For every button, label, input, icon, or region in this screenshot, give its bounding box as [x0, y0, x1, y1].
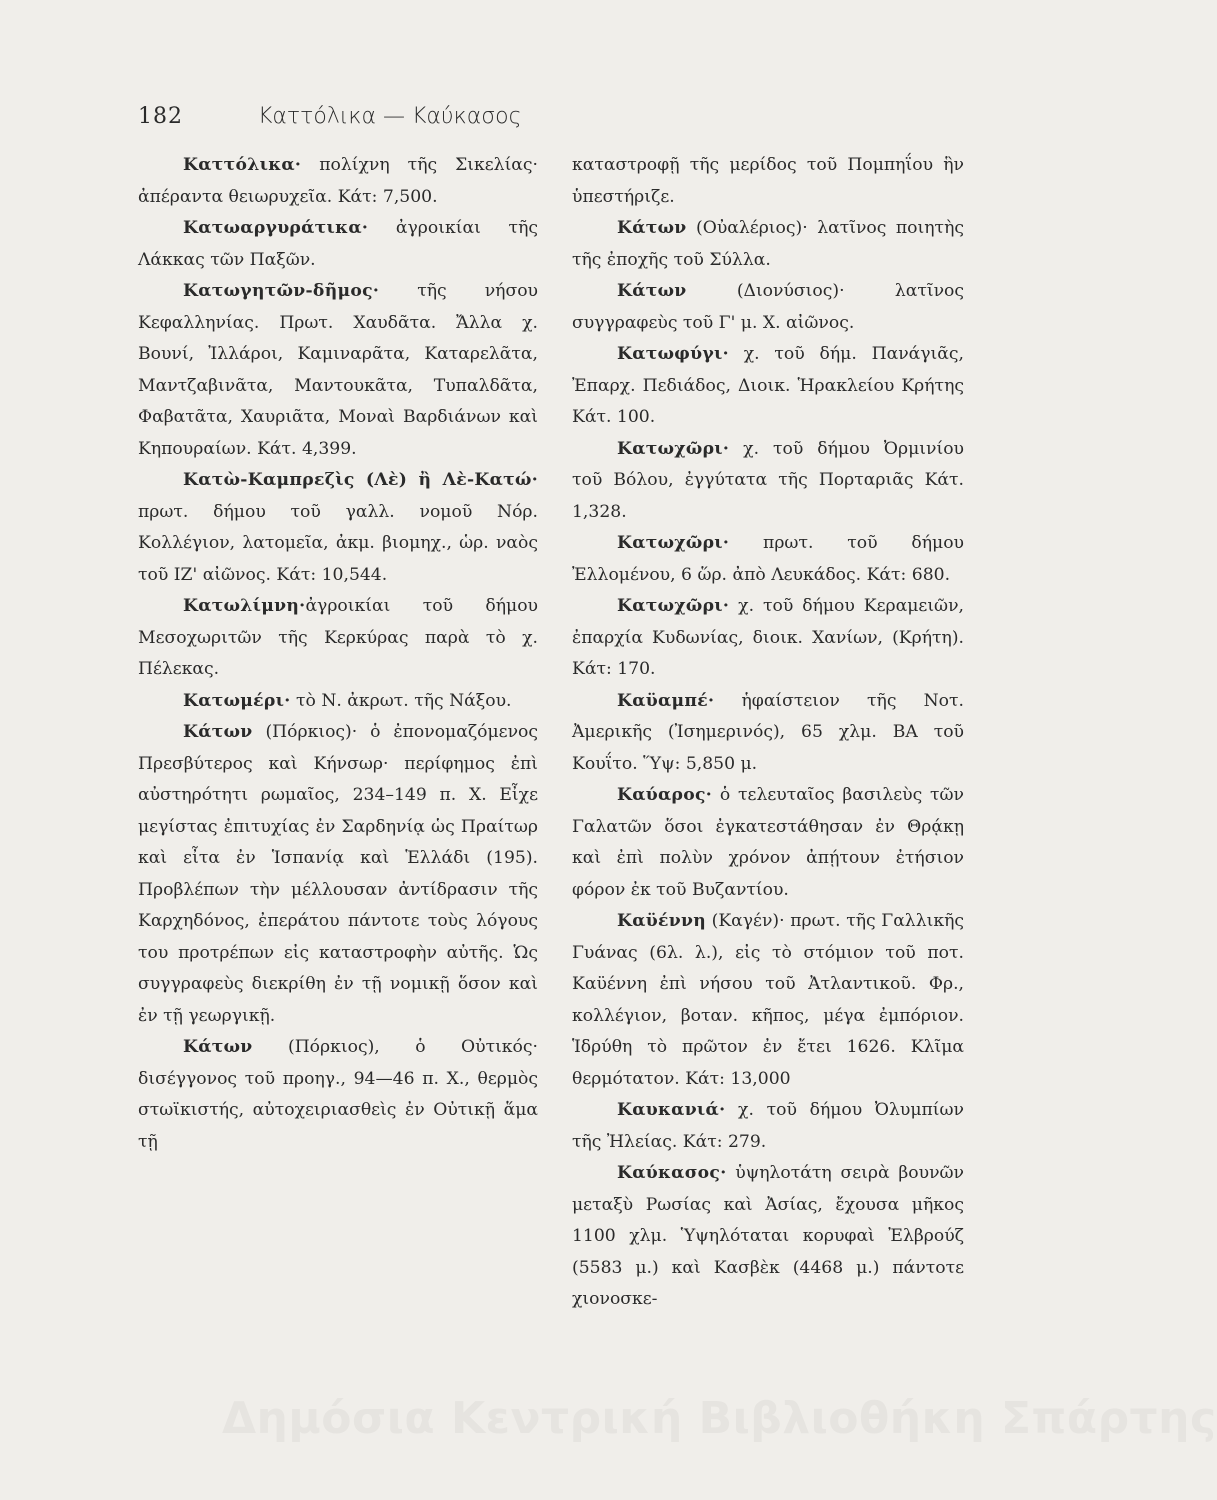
dictionary-entry	[572, 150, 964, 213]
dictionary-entry	[138, 1032, 538, 1158]
dictionary-entry	[572, 780, 964, 906]
entry-headword: Καττόλικα·	[183, 155, 302, 175]
entry-headword: Κατωγητῶν-δῆμος·	[183, 281, 380, 301]
entry-text: πρωτ. τοῦ δήμου Ἐλλομένου, 6 ὥρ. ἀπὸ Λευκάδος. Κάτ: 680.	[572, 533, 964, 585]
entry-text: (Διονύσιος)· λατῖνος συγγραφεὺς τοῦ Γ' μ. Χ. αἰῶνος.	[572, 281, 964, 333]
right-column	[572, 150, 964, 1316]
entry-text: τῆς νήσου Κεφαλληνίας. Πρωτ. Χαυδᾶτα. Ἄλλα χ. Βουνί, Ἰλλάροι, Καμιναρᾶτα, Καταρελᾶτα, Μαντζαβινᾶτα, Μαντουκᾶτα, Τυπαλδᾶτα, Φαβατᾶτα, Χαυριᾶτα, Μοναὶ Βαρδιάνων καὶ Κηπουραίων. Κάτ. 4,399.	[138, 281, 538, 459]
entry-text: ὁ τελευταῖος βασιλεὺς τῶν Γαλατῶν ὅσοι ἐγκατεστάθησαν ἐν Θρᾴκῃ καὶ ἐπὶ πολὺν χρόνον ἀπῄτουν ἐτήσιον φόρον ἐκ τοῦ Βυζαντίου.	[572, 785, 964, 900]
dictionary-entry	[138, 591, 538, 686]
entry-headword: Κάτων	[617, 281, 687, 301]
entry-text: τὸ Ν. ἀκρωτ. τῆς Νάξου.	[290, 690, 512, 711]
dictionary-entry	[572, 434, 964, 529]
entry-text: ἡφαίστειον τῆς Νοτ. Ἀμερικῆς (Ἰσημερινός), 65 χλμ. ΒΑ τοῦ Κουΐτο. Ὕψ: 5,850 μ.	[572, 690, 964, 774]
entry-text: καταστροφῇ τῆς μερίδος τοῦ Πομπηΐου ἣν ὑπεστήριζε.	[572, 155, 964, 207]
dictionary-entry	[572, 591, 964, 686]
entry-text: ἀγροικίαι τῆς Λάκκας τῶν Παξῶν.	[138, 218, 538, 270]
entry-headword: Καυκανιά·	[617, 1100, 726, 1120]
dictionary-entry	[572, 528, 964, 591]
dictionary-entry	[138, 213, 538, 276]
entry-text: πολίχνη τῆς Σικελίας· ἀπέραντα θειωρυχεῖα. Κάτ: 7,500.	[138, 155, 538, 207]
entry-headword: Κατωχῶρι·	[617, 438, 730, 459]
dictionary-entry	[572, 686, 964, 781]
entry-headword: Κατὼ-Καμπρεζὶς (Λὲ) ἢ Λὲ-Κατώ·	[183, 470, 538, 490]
page-header	[138, 104, 898, 144]
running-head: Καττόλικα — Καύκασος	[258, 104, 522, 129]
entry-text: πρωτ. δήμου τοῦ γαλλ. νομοῦ Νόρ. Κολλέγιον, λατομεῖα, ἀκμ. βιομηχ., ὡρ. ναὸς τοῦ ΙΖ' αἰῶνος. Κάτ: 10,544.	[138, 501, 538, 585]
dictionary-entry	[138, 686, 538, 718]
entry-headword: Κατωφύγι·	[617, 344, 729, 364]
library-watermark: Δημόσια Κεντρική Βιβλιοθήκη Σπάρτης	[222, 1393, 1217, 1444]
entry-headword: Κατωλίμνη·	[183, 596, 306, 616]
entry-text: χ. τοῦ δήμου Ὀρμινίου τοῦ Βόλου, ἐγγύτατα τῆς Πορταριᾶς Κάτ. 1,328.	[572, 438, 964, 522]
dictionary-entry	[138, 717, 538, 1032]
dictionary-entry	[572, 213, 964, 276]
dictionary-entry	[572, 906, 964, 1095]
entry-text: (Οὐαλέριος)· λατῖνος ποιητὴς τῆς ἐποχῆς τοῦ Σύλλα.	[572, 218, 964, 270]
entry-text: χ. τοῦ δήμ. Πανάγιᾶς, Ἐπαρχ. Πεδιάδος, Διοικ. Ἡρακλείου Κρήτης Κάτ. 100.	[572, 344, 964, 427]
entry-text: χ. τοῦ δήμου Κεραμειῶν, ἐπαρχία Κυδωνίας, διοικ. Χανίων, (Κρήτη). Κάτ: 170.	[572, 596, 964, 679]
entry-text: χ. τοῦ δήμου Ὀλυμπίων τῆς Ἠλείας. Κάτ: 279.	[572, 1100, 964, 1152]
dictionary-entry	[572, 276, 964, 339]
entry-text: (Πόρκιος)· ὁ ἐπονομαζόμενος Πρεσβύτερος καὶ Κήνσωρ· περίφημος ἐπὶ αὐστηρότητι ρωμαῖος, 234–149 π. Χ. Εἶχε μεγίστας ἐπιτυχίας ἐν Σαρδηνίᾳ ὡς Πραίτωρ καὶ εἶτα ἐν Ἱσπανίᾳ καὶ Ἑλλάδι (195). Προβλέπων τὴν μέλλουσαν ἀντίδρασιν τῆς Καρχηδόνος, ἐπεράτου πάντοτε τοὺς λόγους του προτρέπων εἰς καταστροφὴν αὐτῆς. Ὡς συγγραφεὺς διεκρίθη ἐν τῇ νομικῇ ὅσον καὶ ἐν τῇ γεωργικῇ.	[138, 722, 538, 1026]
entry-text: (Πόρκιος), ὁ Οὐτικός· δισέγγονος τοῦ προηγ., 94—46 π. Χ., θερμὸς στωϊκιστής, αὐτοχειριασθεὶς ἐν Οὐτικῇ ἅμα τῇ	[138, 1037, 538, 1152]
entry-headword: Κάτων	[617, 218, 687, 238]
dictionary-entry	[572, 339, 964, 434]
entry-headword: Κατωμέρι·	[183, 690, 291, 711]
entry-headword: Καϋέννη	[617, 911, 706, 931]
entry-headword: Καύκασος·	[617, 1163, 727, 1183]
entry-text: ὑψηλοτάτη σειρὰ βουνῶν μεταξὺ Ρωσίας καὶ Ἀσίας, ἔχουσα μῆκος 1100 χλμ. Ὑψηλόταται κορυφαὶ Ἐλβρούζ (5583 μ.) καὶ Κασβὲκ (4468 μ.) πάντοτε χιονοσκε-	[572, 1163, 964, 1309]
dictionary-entry	[138, 465, 538, 591]
entry-headword: Καϋαμπέ·	[617, 690, 715, 711]
dictionary-entry	[572, 1158, 964, 1316]
dictionary-entry	[138, 276, 538, 465]
entry-headword: Κατωαργυράτικα·	[183, 218, 369, 238]
page-number: 182	[138, 104, 183, 129]
dictionary-entry	[138, 150, 538, 213]
dictionary-entry	[572, 1095, 964, 1158]
entry-headword: Κατωχῶρι·	[617, 533, 730, 553]
entry-headword: Καύαρος·	[617, 785, 713, 805]
left-column	[138, 150, 538, 1158]
entry-headword: Κατωχῶρι·	[617, 596, 730, 616]
entry-headword: Κάτων	[183, 1037, 253, 1057]
entry-text: (Καγέν)· πρωτ. τῆς Γαλλικῆς Γυάνας (6λ. λ.), εἰς τὸ στόμιον τοῦ ποτ. Καϋέννη ἐπὶ νήσου τοῦ Ἀτλαντικοῦ. Φρ., κολλέγιον, βοταν. κῆπος, μέγα ἐμπόριον. Ἱδρύθη τὸ πρῶτον ἐν ἔτει 1626. Κλῖμα θερμότατον. Κάτ: 13,000	[572, 911, 964, 1089]
entry-headword: Κάτων	[183, 722, 253, 742]
entry-text: ἀγροικίαι τοῦ δήμου Μεσοχωριτῶν τῆς Κερκύρας παρὰ τὸ χ. Πέλεκας.	[138, 596, 538, 679]
